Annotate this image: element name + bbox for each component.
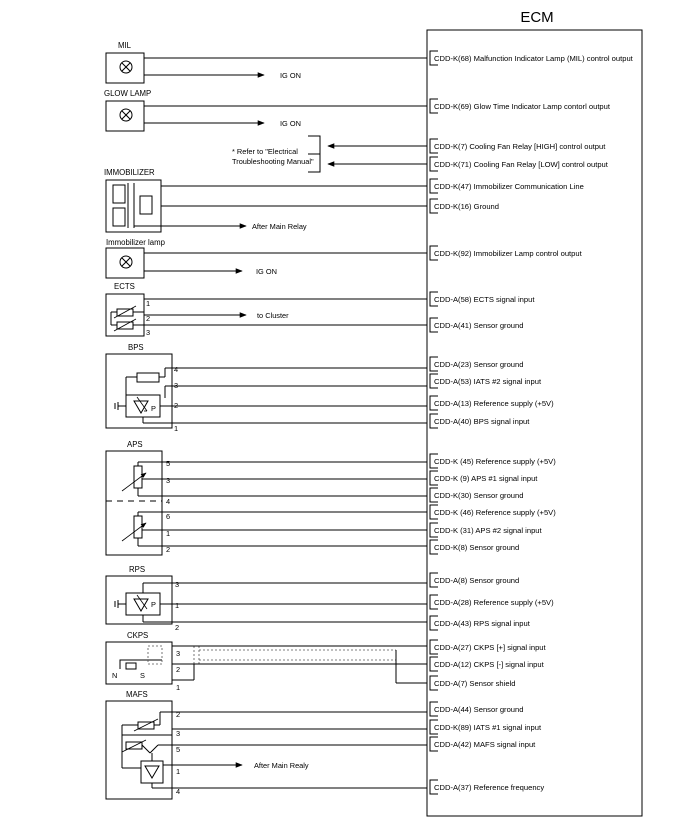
ecm-signal-row <box>430 357 523 371</box>
rps-p-mark: P <box>151 600 156 609</box>
aps-label: APS <box>127 440 143 449</box>
mil-label: MIL <box>118 41 131 50</box>
ecm-signal-label: CDD-A(13) Reference supply (+5V) <box>434 399 554 408</box>
ecm-signal-label: CDD-K(7) Cooling Fan Relay [HIGH] control output <box>434 142 606 151</box>
ckps-pin-2: 2 <box>176 665 181 674</box>
ecm-signal-label: CDD-K(69) Glow Time Indicator Lamp contorl output <box>434 102 610 111</box>
ecm-signal-label: CDD-A(23) Sensor ground <box>434 360 524 369</box>
rps-component <box>106 565 427 632</box>
mafs-pin-5: 5 <box>176 745 181 754</box>
ckps-s-mark: S <box>140 671 145 680</box>
bps-pin-4: 4 <box>174 365 179 374</box>
ecm-signal-label: CDD-A(12) CKPS [-] signal input <box>434 660 544 669</box>
ecm-signal-row <box>430 573 519 587</box>
ecm-signal-row <box>430 616 531 630</box>
mafs-pin-2: 2 <box>176 710 181 719</box>
ecm-signal-row <box>430 292 535 306</box>
bps-pin-3: 3 <box>174 381 179 390</box>
ckps-component <box>106 631 427 692</box>
ecm-signal-label: CDD-A(8) Sensor ground <box>434 576 520 585</box>
ecm-signal-label: CDD-A(7) Sensor shield <box>434 679 516 688</box>
ecm-signal-row <box>430 737 536 751</box>
aps-pin-4: 4 <box>166 497 171 506</box>
ecm-signal-row <box>430 51 634 65</box>
ecm-signal-label: CDD-K (46) Reference supply (+5V) <box>434 508 556 517</box>
ecm-signal-row <box>430 99 611 113</box>
aps-pin-1: 1 <box>166 529 171 538</box>
mafs-component <box>106 690 427 799</box>
mil-ig-on: IG ON <box>280 71 301 80</box>
bps-label: BPS <box>128 343 144 352</box>
mafs-pin-1: 1 <box>176 767 181 776</box>
ects-label: ECTS <box>114 282 135 291</box>
ecm-signal-label: CDD-A(27) CKPS [+] signal input <box>434 643 546 652</box>
ecm-signal-row <box>430 720 542 734</box>
ecm-signal-row <box>430 246 583 260</box>
to-cluster-text: to Cluster <box>257 311 289 320</box>
ecm-signal-row <box>430 139 606 153</box>
rps-pin-1: 1 <box>175 601 180 610</box>
ecm-signal-label: CDD-K(47) Immobilizer Communication Line <box>434 182 584 191</box>
refer-note-line1: * Refer to "Electrical <box>232 147 298 156</box>
aps-pin-2: 2 <box>166 545 171 554</box>
ects-box <box>106 294 144 336</box>
ecm-title: ECM <box>520 9 554 26</box>
ecm-signal-row <box>430 454 556 468</box>
bps-pin-1: 1 <box>174 424 179 433</box>
mafs-pin-3: 3 <box>176 729 181 738</box>
glow-lamp-ig-on: IG ON <box>280 119 301 128</box>
immobilizer-lamp-ig-on: IG ON <box>256 267 277 276</box>
aps-pin-3: 3 <box>166 476 171 485</box>
ecm-signal-label: CDD-A(58) ECTS signal input <box>434 295 535 304</box>
ecm-signal-label: CDD-A(42) MAFS signal input <box>434 740 536 749</box>
ecm-signal-row <box>430 157 609 171</box>
cooling-fan-note <box>232 136 427 172</box>
ecm-signal-row <box>430 471 538 485</box>
ecm-signal-label: CDD-K(8) Sensor ground <box>434 543 520 552</box>
ecm-signal-row <box>430 318 523 332</box>
ects-pin-3: 3 <box>146 328 151 337</box>
refer-note-line2: Troubleshooting Manual" <box>232 157 314 166</box>
ecm-signal-row <box>430 595 554 609</box>
ckps-pin-1: 1 <box>176 683 181 692</box>
ecm-signal-row <box>430 702 523 716</box>
ecm-signal-row <box>430 640 547 654</box>
ecm-signal-label: CDD-K(89) IATS #1 signal input <box>434 723 542 732</box>
ecm-signal-label: CDD-A(37) Reference frequency <box>434 783 545 792</box>
ecm-signal-label: CDD-A(41) Sensor ground <box>434 321 524 330</box>
ects-component <box>106 282 427 337</box>
ects-pin-2: 2 <box>146 314 151 323</box>
ecm-signal-label: CDD-K(92) Immobilizer Lamp control output <box>434 249 582 258</box>
ecm-signal-row <box>430 488 523 502</box>
ecm-signal-row <box>430 780 544 794</box>
ecm-signal-row <box>430 657 545 671</box>
rps-pin-2: 2 <box>175 623 180 632</box>
after-main-realy-text: After Main Realy <box>254 761 309 770</box>
after-main-relay-text: After Main Relay <box>252 222 307 231</box>
immobilizer-label: IMMOBILIZER <box>104 168 155 177</box>
glow-lamp-component <box>104 89 427 131</box>
ecm-signal-row <box>430 396 554 410</box>
ckps-label: CKPS <box>127 631 149 640</box>
rps-label: RPS <box>129 565 146 574</box>
ecm-signal-label: CDD-A(44) Sensor ground <box>434 705 524 714</box>
immobilizer-lamp-component <box>106 238 427 278</box>
immobilizer-component <box>104 168 427 232</box>
bps-pin-2: 2 <box>174 401 179 410</box>
ecm-signal-row <box>430 179 584 193</box>
mafs-label: MAFS <box>126 690 148 699</box>
ecm-signal-row <box>430 676 515 690</box>
aps-pin-5: 5 <box>166 459 171 468</box>
ecm-signal-label: CDD-K(16) Ground <box>434 202 499 211</box>
glow-lamp-label: GLOW LAMP <box>104 89 152 98</box>
bps-p-mark: P <box>151 404 156 413</box>
rps-pin-3: 3 <box>175 580 180 589</box>
aps-pin-6: 6 <box>166 512 171 521</box>
ecm-signal-label: CDD-K(30) Sensor ground <box>434 491 524 500</box>
mil-component <box>106 41 427 83</box>
ecm-signal-label: CDD-A(53) IATS #2 signal input <box>434 377 542 386</box>
ecm-signal-label: CDD-K (45) Reference supply (+5V) <box>434 457 556 466</box>
ecm-signal-label: CDD-A(43) RPS signal input <box>434 619 530 628</box>
mafs-box <box>106 701 172 799</box>
ecm-signal-label: CDD-K(68) Malfunction Indicator Lamp (MIL) control output <box>434 54 633 63</box>
ckps-pin-3: 3 <box>176 649 181 658</box>
ecm-signal-label: CDD-K (9) APS #1 signal input <box>434 474 538 483</box>
ecm-signal-label: CDD-A(28) Reference supply (+5V) <box>434 598 554 607</box>
ecm-signal-label: CDD-A(40) BPS signal input <box>434 417 530 426</box>
ecm-signal-row <box>430 374 542 388</box>
ecm-signal-label: CDD-K (31) APS #2 signal input <box>434 526 542 535</box>
aps-component <box>106 440 427 555</box>
bps-component <box>106 343 427 433</box>
ects-pin-1: 1 <box>146 299 151 308</box>
ecm-signal-row <box>430 505 556 519</box>
mafs-pin-4: 4 <box>176 787 181 796</box>
immobilizer-lamp-label: Immobilizer lamp <box>106 238 165 247</box>
ecm-signal-row <box>430 414 530 428</box>
ecm-signal-row <box>430 523 543 537</box>
ecm-signal-row <box>430 540 519 554</box>
ckps-n-mark: N <box>112 671 118 680</box>
ecm-signal-row <box>430 199 499 213</box>
ecm-signal-label: CDD-K(71) Cooling Fan Relay [LOW] control output <box>434 160 608 169</box>
